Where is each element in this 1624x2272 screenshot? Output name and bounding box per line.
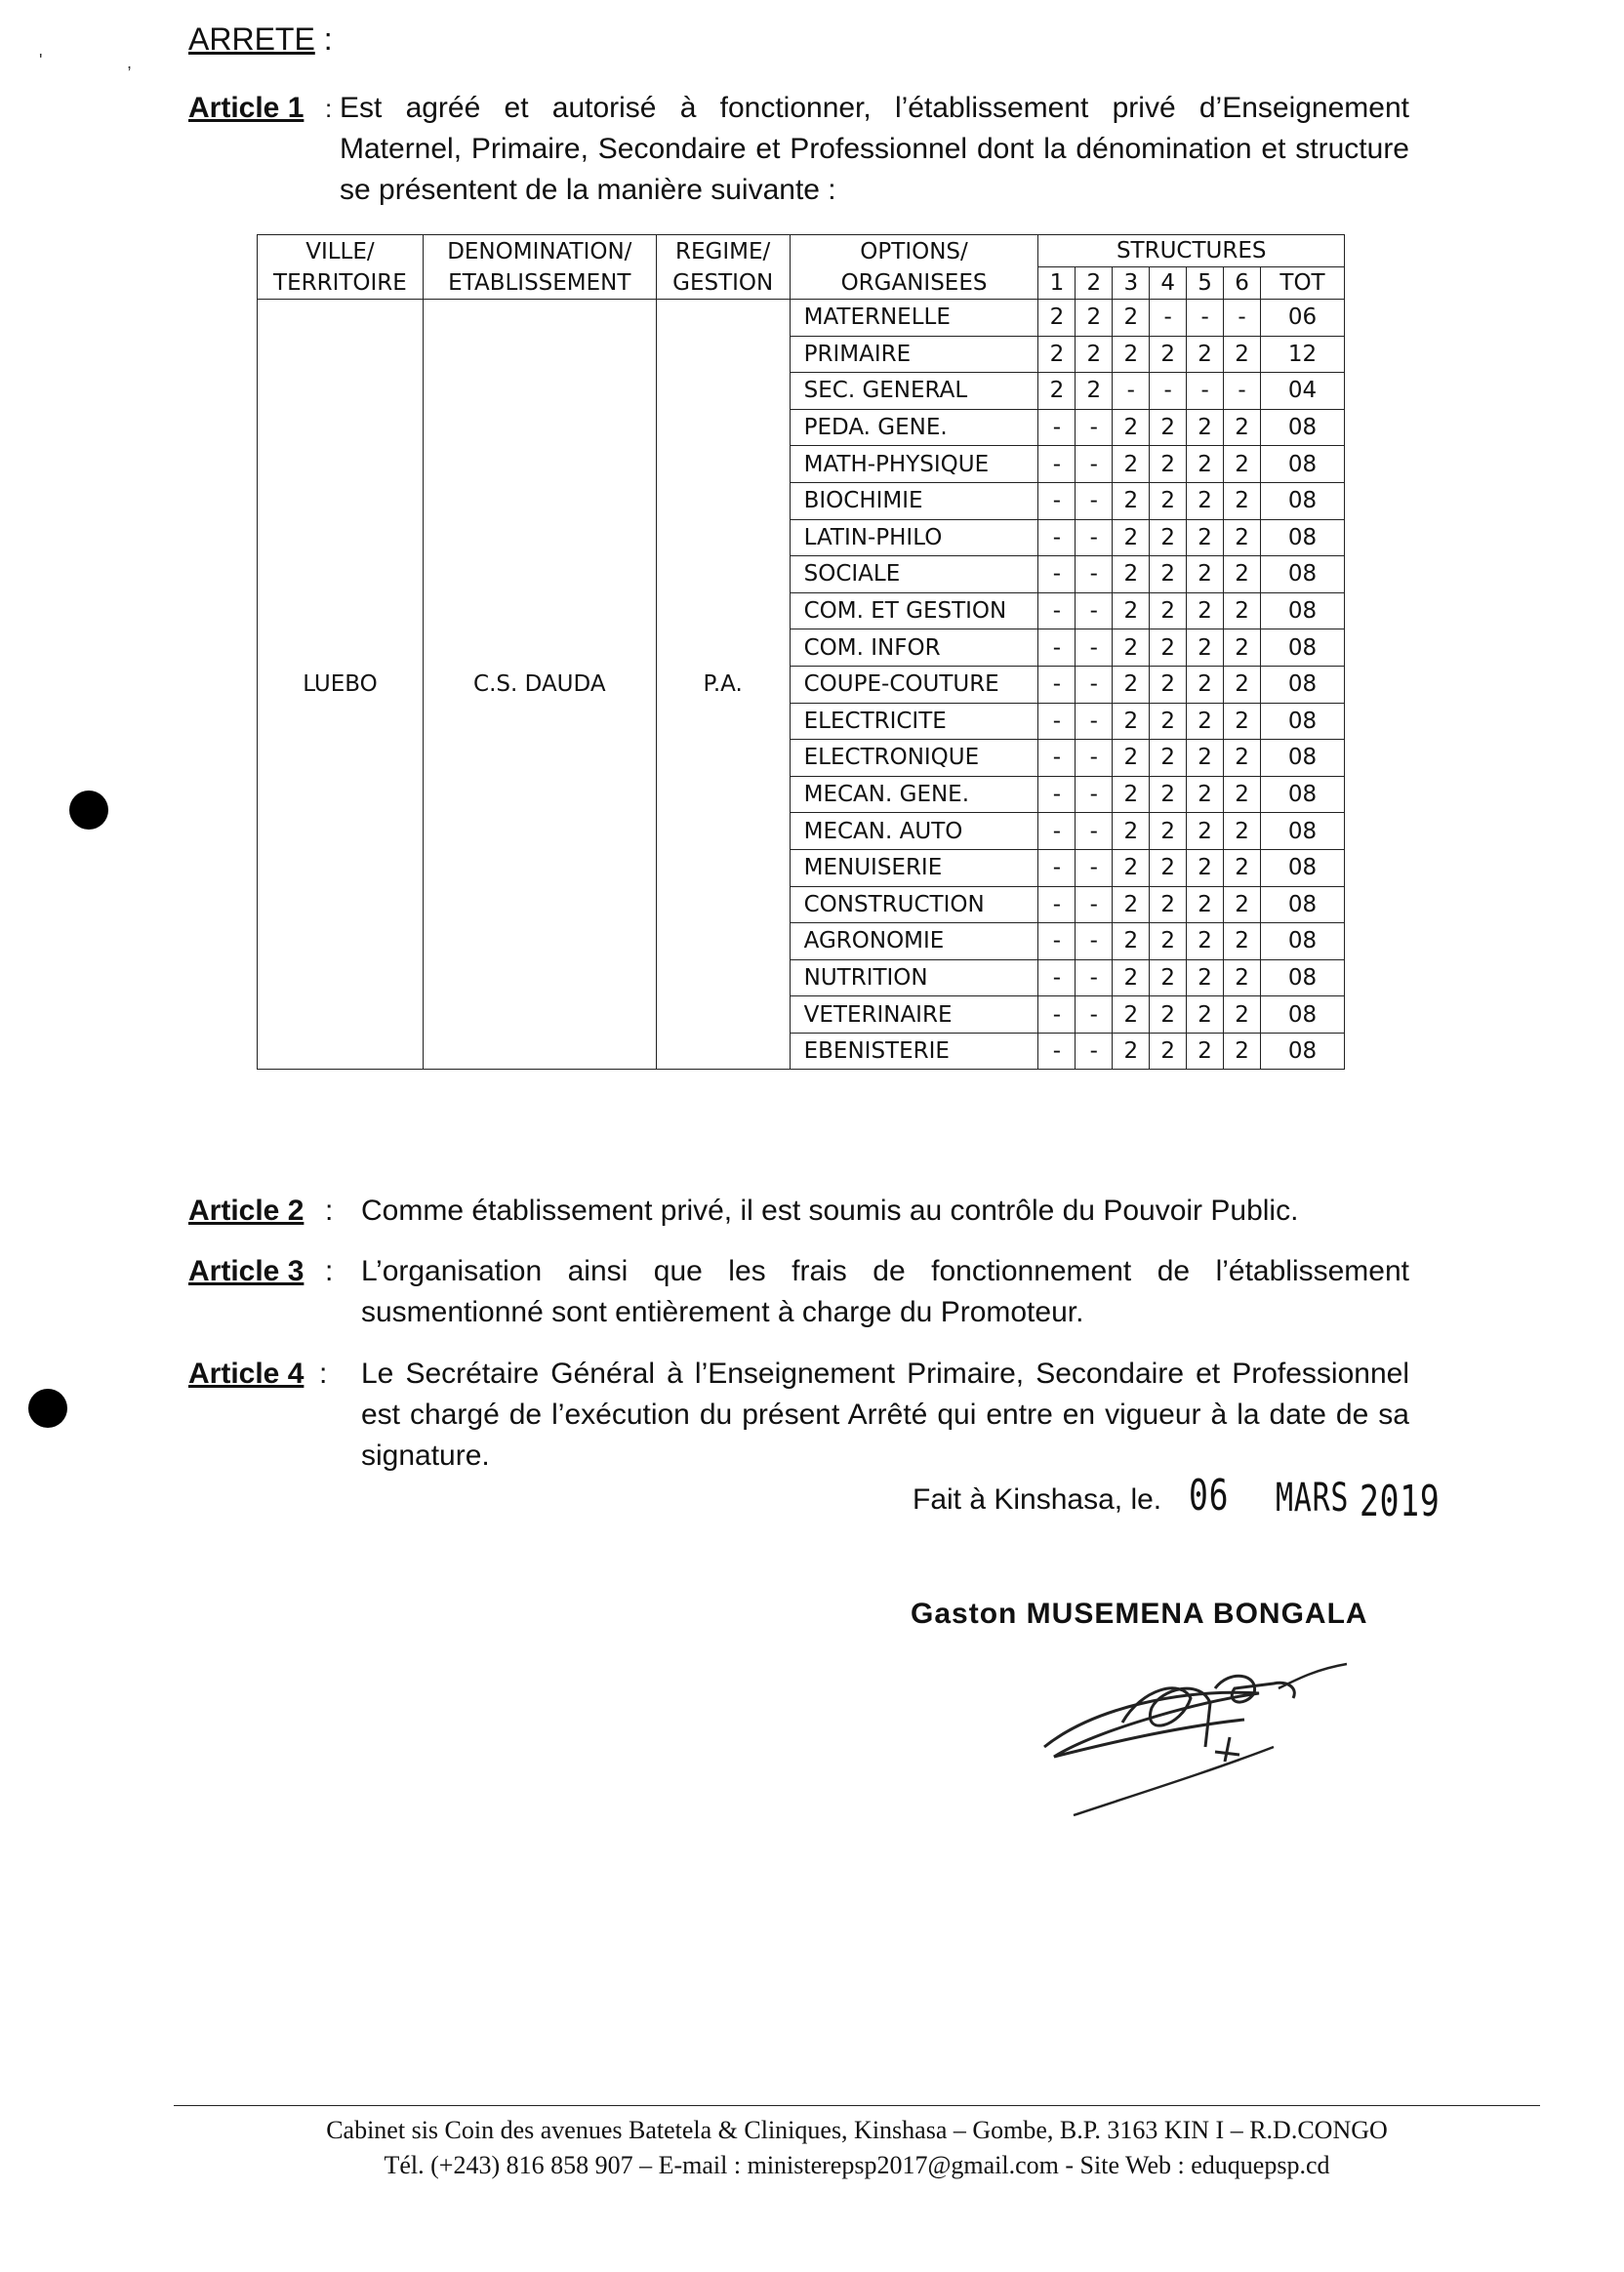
total-cell: 08	[1260, 482, 1344, 519]
article-1-colon: :	[325, 94, 333, 123]
structure-cell: -	[1038, 592, 1076, 629]
structure-cell: -	[1038, 959, 1076, 996]
structure-cell: 2	[1187, 629, 1224, 667]
header-denomination: DENOMINATION/ ETABLISSEMENT	[423, 235, 656, 300]
structure-cell: 2	[1187, 813, 1224, 850]
total-cell: 12	[1260, 336, 1344, 373]
structure-cell: -	[1150, 373, 1187, 410]
structure-cell: 2	[1224, 886, 1261, 923]
structure-cell: -	[1076, 996, 1113, 1034]
structure-cell: 2	[1224, 740, 1261, 777]
structure-cell: 2	[1150, 446, 1187, 483]
structure-cell: -	[1076, 923, 1113, 960]
header-regime: REGIME/ GESTION	[656, 235, 790, 300]
total-cell: 08	[1260, 886, 1344, 923]
header-col-3: 3	[1113, 267, 1150, 300]
total-cell: 08	[1260, 446, 1344, 483]
etablissement-cell: C.S. DAUDA	[423, 300, 656, 1070]
structure-cell: 2	[1150, 629, 1187, 667]
structure-cell: 2	[1038, 373, 1076, 410]
structure-cell: 2	[1187, 740, 1224, 777]
structure-cell: 2	[1113, 556, 1150, 593]
structure-cell: 2	[1076, 300, 1113, 337]
structures-table	[257, 234, 1345, 1070]
structure-cell: -	[1076, 703, 1113, 740]
structure-cell: -	[1038, 409, 1076, 446]
structure-cell: -	[1076, 556, 1113, 593]
structure-cell: 2	[1038, 336, 1076, 373]
structure-cell: -	[1038, 849, 1076, 886]
structure-cell: -	[1038, 482, 1076, 519]
option-cell: SEC. GENERAL	[790, 373, 1038, 410]
article-3-colon: :	[325, 1255, 334, 1287]
punch-hole	[28, 1389, 67, 1428]
option-cell: BIOCHIMIE	[790, 482, 1038, 519]
structure-cell: 2	[1187, 336, 1224, 373]
structure-cell: 2	[1113, 482, 1150, 519]
structure-cell: 2	[1224, 592, 1261, 629]
total-cell: 08	[1260, 592, 1344, 629]
date-stamp-year: 2019	[1360, 1477, 1441, 1526]
structure-cell: -	[1038, 446, 1076, 483]
structure-cell: 2	[1150, 923, 1187, 960]
option-cell: ELECTRICITE	[790, 703, 1038, 740]
structure-cell: 2	[1150, 959, 1187, 996]
structure-cell: 2	[1113, 959, 1150, 996]
structure-cell: -	[1076, 776, 1113, 813]
structure-cell: 2	[1224, 336, 1261, 373]
total-cell: 08	[1260, 629, 1344, 667]
structure-cell: 2	[1113, 666, 1150, 703]
scan-mark: ,	[127, 53, 133, 72]
structure-cell: 2	[1113, 740, 1150, 777]
structure-cell: 2	[1187, 446, 1224, 483]
structure-cell: 2	[1113, 703, 1150, 740]
article-2-text: Comme établissement privé, il est soumis au contrôle du Pouvoir Public.	[361, 1195, 1299, 1227]
date-stamp-day: 06	[1189, 1471, 1230, 1521]
structure-cell: -	[1076, 482, 1113, 519]
structure-cell: 2	[1113, 996, 1150, 1034]
total-cell: 08	[1260, 740, 1344, 777]
footer-divider	[174, 2105, 1540, 2106]
structure-cell: 2	[1113, 409, 1150, 446]
structure-cell: -	[1038, 813, 1076, 850]
structure-cell: 2	[1224, 849, 1261, 886]
structure-cell: 2	[1224, 519, 1261, 556]
article-1-text: Est agréé et autorisé à fonctionner, l’établissement privé d’Enseignement Maternel, Primaire, Secondaire et Professionnel dont la dénomination et structure se présentent de la manière suivante :	[340, 92, 1409, 206]
structure-cell: -	[1224, 300, 1261, 337]
structure-cell: 2	[1224, 923, 1261, 960]
structure-cell: 2	[1113, 813, 1150, 850]
total-cell: 08	[1260, 666, 1344, 703]
regime-cell: P.A.	[656, 300, 790, 1070]
structure-cell: 2	[1224, 446, 1261, 483]
structure-cell: -	[1076, 666, 1113, 703]
option-cell: MECAN. GENE.	[790, 776, 1038, 813]
article-2-label: Article 2	[188, 1195, 304, 1227]
structure-cell: 2	[1150, 482, 1187, 519]
structure-cell: 2	[1150, 519, 1187, 556]
option-cell: LATIN-PHILO	[790, 519, 1038, 556]
structure-cell: -	[1038, 666, 1076, 703]
option-cell: CONSTRUCTION	[790, 886, 1038, 923]
footer-address: Cabinet sis Coin des avenues Batetela & Cliniques, Kinshasa – Gombe, B.P. 3163 KIN I – R.D.CONGO	[326, 2116, 1388, 2144]
header-col-6: 6	[1224, 267, 1261, 300]
option-cell: MATERNELLE	[790, 300, 1038, 337]
structure-cell: 2	[1076, 373, 1113, 410]
option-cell: MENUISERIE	[790, 849, 1038, 886]
date-stamp-month: MARS	[1276, 1476, 1350, 1521]
option-cell: AGRONOMIE	[790, 923, 1038, 960]
structure-cell: 2	[1224, 1033, 1261, 1070]
scan-mark: '	[39, 51, 43, 70]
structure-cell: 2	[1113, 886, 1150, 923]
structure-cell: 2	[1187, 1033, 1224, 1070]
structure-cell: 2	[1224, 666, 1261, 703]
article-1-label: Article 1	[188, 92, 304, 124]
structure-cell: -	[1076, 592, 1113, 629]
structure-cell: -	[1187, 373, 1224, 410]
structure-cell: -	[1150, 300, 1187, 337]
structure-cell: 2	[1113, 446, 1150, 483]
handwritten-signature	[1035, 1649, 1366, 1825]
structure-cell: 2	[1150, 849, 1187, 886]
structure-cell: -	[1187, 300, 1224, 337]
structure-cell: -	[1076, 813, 1113, 850]
footer-contact: Tél. (+243) 816 858 907 – E-mail : ministerepsp2017@gmail.com - Site Web : eduquepsp.cd	[384, 2151, 1330, 2179]
total-cell: 08	[1260, 703, 1344, 740]
article-4-text: Le Secrétaire Général à l’Enseignement Primaire, Secondaire et Professionnel est chargé de l’exécution du présent Arrêté qui entre en vigueur à la date de sa signature.	[361, 1358, 1409, 1472]
article-4	[188, 1354, 1414, 1481]
structure-cell: 2	[1224, 959, 1261, 996]
article-4-colon: :	[319, 1358, 328, 1390]
structure-cell: 2	[1113, 923, 1150, 960]
structure-cell: -	[1076, 1033, 1113, 1070]
structure-cell: -	[1076, 446, 1113, 483]
structure-cell: -	[1038, 703, 1076, 740]
structure-cell: 2	[1113, 300, 1150, 337]
article-3	[188, 1251, 1414, 1339]
option-cell: EBENISTERIE	[790, 1033, 1038, 1070]
header-options: OPTIONS/ ORGANISEES	[790, 235, 1038, 300]
structure-cell: -	[1038, 629, 1076, 667]
total-cell: 08	[1260, 813, 1344, 850]
structure-cell: -	[1076, 959, 1113, 996]
article-1	[188, 88, 1414, 215]
header-col-5: 5	[1187, 267, 1224, 300]
total-cell: 08	[1260, 923, 1344, 960]
article-3-label: Article 3	[188, 1255, 304, 1287]
option-cell: NUTRITION	[790, 959, 1038, 996]
structure-cell: 2	[1150, 409, 1187, 446]
structure-cell: 2	[1076, 336, 1113, 373]
total-cell: 08	[1260, 409, 1344, 446]
structure-cell: -	[1076, 886, 1113, 923]
structure-cell: -	[1038, 776, 1076, 813]
structure-cell: -	[1113, 373, 1150, 410]
structure-cell: -	[1076, 849, 1113, 886]
structure-cell: 2	[1224, 629, 1261, 667]
structure-cell: 2	[1150, 336, 1187, 373]
table-row	[258, 300, 1345, 337]
structure-cell: 2	[1113, 1033, 1150, 1070]
total-cell: 08	[1260, 556, 1344, 593]
structure-cell: 2	[1224, 409, 1261, 446]
structure-cell: 2	[1187, 776, 1224, 813]
structure-cell: 2	[1150, 996, 1187, 1034]
signer-name: Gaston MUSEMENA BONGALA	[911, 1598, 1368, 1630]
option-cell: PEDA. GENE.	[790, 409, 1038, 446]
structure-cell: 2	[1187, 519, 1224, 556]
structure-cell: 2	[1150, 740, 1187, 777]
total-cell: 06	[1260, 300, 1344, 337]
total-cell: 08	[1260, 996, 1344, 1034]
structure-cell: 2	[1150, 1033, 1187, 1070]
article-3-text: L’organisation ainsi que les frais de fonctionnement de l’établissement susmentionné sont entièrement à charge du Promoteur.	[361, 1255, 1409, 1328]
option-cell: COUPE-COUTURE	[790, 666, 1038, 703]
structure-cell: 2	[1187, 482, 1224, 519]
option-cell: PRIMAIRE	[790, 336, 1038, 373]
header-structures: STRUCTURES	[1038, 235, 1345, 267]
article-2	[188, 1191, 1414, 1235]
structure-cell: -	[1038, 519, 1076, 556]
structure-cell: 2	[1224, 482, 1261, 519]
structure-cell: 2	[1113, 849, 1150, 886]
structure-cell: 2	[1150, 813, 1187, 850]
arrete-heading: ARRETE :	[188, 21, 333, 57]
structure-cell: -	[1038, 886, 1076, 923]
header-col-1: 1	[1038, 267, 1076, 300]
total-cell: 08	[1260, 519, 1344, 556]
structure-cell: 2	[1224, 776, 1261, 813]
structure-cell: -	[1038, 923, 1076, 960]
option-cell: COM. INFOR	[790, 629, 1038, 667]
total-cell: 04	[1260, 373, 1344, 410]
structure-cell: 2	[1113, 519, 1150, 556]
option-cell: SOCIALE	[790, 556, 1038, 593]
structure-cell: 2	[1113, 336, 1150, 373]
structure-cell: -	[1038, 556, 1076, 593]
structure-cell: 2	[1187, 556, 1224, 593]
total-cell: 08	[1260, 1033, 1344, 1070]
structure-cell: 2	[1038, 300, 1076, 337]
structure-cell: 2	[1150, 592, 1187, 629]
header-ville: VILLE/ TERRITOIRE	[258, 235, 424, 300]
option-cell: MATH-PHYSIQUE	[790, 446, 1038, 483]
structure-cell: 2	[1150, 886, 1187, 923]
article-4-label: Article 4	[188, 1358, 304, 1390]
ville-cell: LUEBO	[258, 300, 424, 1070]
structure-cell: 2	[1150, 556, 1187, 593]
article-2-colon: :	[325, 1195, 334, 1227]
structure-cell: 2	[1187, 959, 1224, 996]
structure-cell: 2	[1150, 703, 1187, 740]
structure-cell: 2	[1187, 849, 1224, 886]
structure-cell: 2	[1187, 886, 1224, 923]
option-cell: MECAN. AUTO	[790, 813, 1038, 850]
punch-hole	[69, 791, 108, 830]
structure-cell: 2	[1187, 703, 1224, 740]
structure-cell: -	[1038, 1033, 1076, 1070]
structure-cell: 2	[1187, 409, 1224, 446]
option-cell: COM. ET GESTION	[790, 592, 1038, 629]
structure-cell: -	[1038, 996, 1076, 1034]
structure-cell: 2	[1187, 923, 1224, 960]
structure-cell: -	[1076, 519, 1113, 556]
structure-cell: -	[1076, 409, 1113, 446]
total-cell: 08	[1260, 849, 1344, 886]
structure-cell: -	[1038, 740, 1076, 777]
structure-cell: 2	[1113, 592, 1150, 629]
structure-cell: 2	[1187, 996, 1224, 1034]
structure-cell: 2	[1187, 592, 1224, 629]
header-col-tot: TOT	[1260, 267, 1344, 300]
total-cell: 08	[1260, 959, 1344, 996]
structure-cell: -	[1076, 740, 1113, 777]
total-cell: 08	[1260, 776, 1344, 813]
structure-cell: 2	[1150, 776, 1187, 813]
structure-cell: 2	[1113, 776, 1150, 813]
option-cell: ELECTRONIQUE	[790, 740, 1038, 777]
structure-cell: 2	[1224, 813, 1261, 850]
structure-cell: -	[1076, 629, 1113, 667]
structure-cell: -	[1224, 373, 1261, 410]
structure-cell: 2	[1224, 996, 1261, 1034]
structure-cell: 2	[1150, 666, 1187, 703]
structure-cell: 2	[1113, 629, 1150, 667]
structure-cell: 2	[1187, 666, 1224, 703]
header-col-2: 2	[1076, 267, 1113, 300]
header-col-4: 4	[1150, 267, 1187, 300]
structure-cell: 2	[1224, 556, 1261, 593]
structure-cell: 2	[1224, 703, 1261, 740]
place-and-date-label: Fait à Kinshasa, le.	[913, 1483, 1162, 1516]
option-cell: VETERINAIRE	[790, 996, 1038, 1034]
